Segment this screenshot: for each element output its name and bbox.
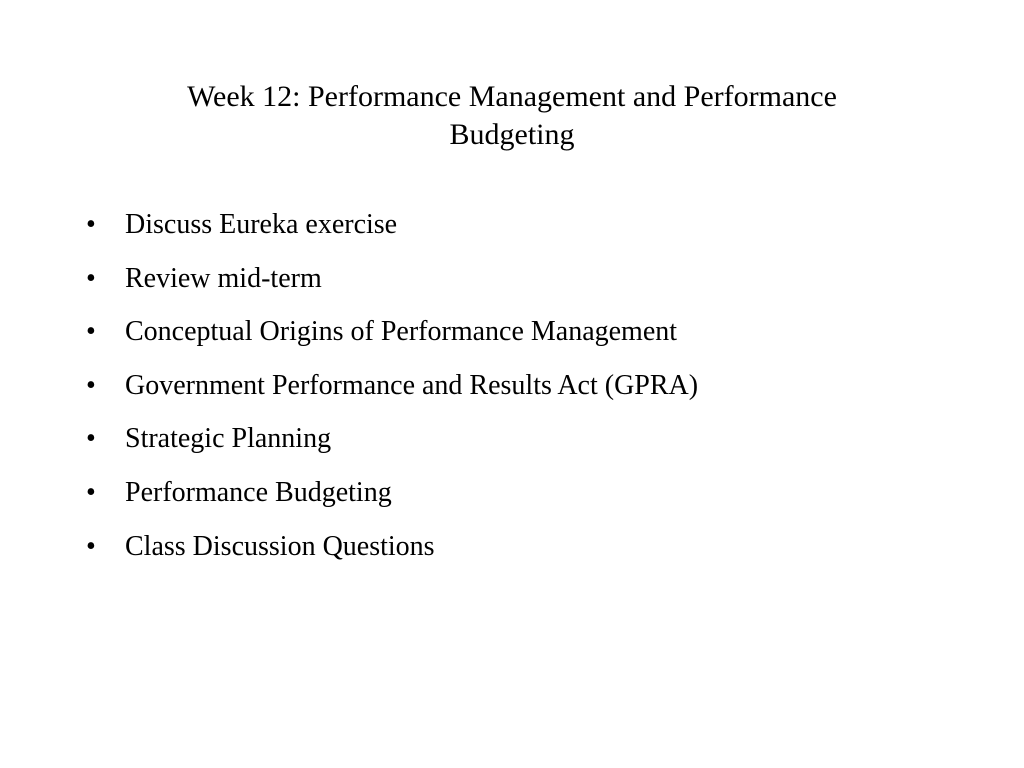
- bullet-icon: •: [86, 209, 96, 240]
- bullet-text: Class Discussion Questions: [125, 530, 435, 562]
- bullet-text: Conceptual Origins of Performance Management: [125, 316, 678, 348]
- bullet-icon: •: [86, 476, 96, 508]
- bullet-text: Government Performance and Results Act (GPRA): [125, 369, 699, 401]
- bullet-icon: •: [86, 530, 96, 562]
- slide-title-line-2: Budgeting: [449, 118, 575, 151]
- bullet-text: Review mid-term: [125, 262, 322, 294]
- bullet-text: Strategic Planning: [125, 423, 332, 455]
- slide-title: [112, 78, 912, 154]
- slide-title-line-1: Week 12: Performance Management and Performance: [187, 80, 837, 113]
- bullet-text: Discuss Eureka exercise: [125, 209, 398, 240]
- bullet-text: Performance Budgeting: [125, 476, 392, 508]
- bullet-icon: •: [86, 423, 96, 455]
- bullet-icon: •: [86, 316, 96, 348]
- bullet-icon: •: [86, 369, 96, 401]
- bullet-icon: •: [86, 262, 96, 294]
